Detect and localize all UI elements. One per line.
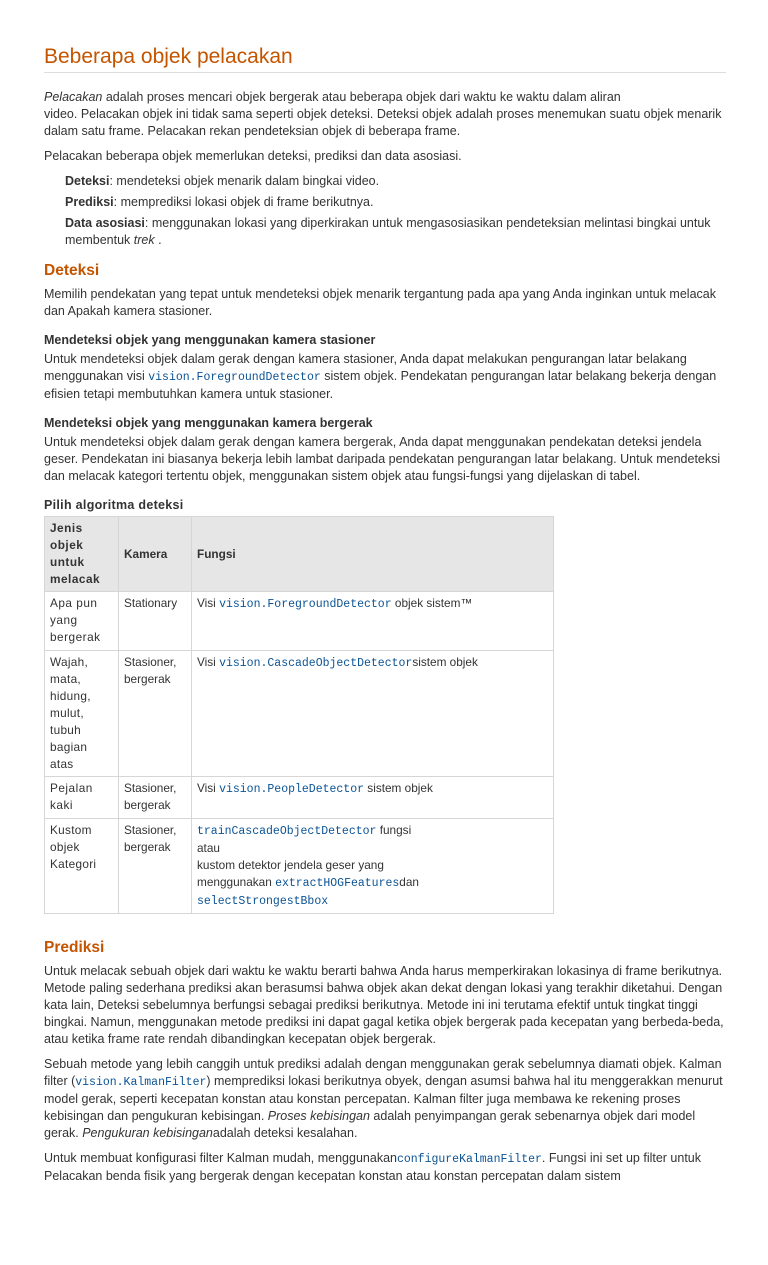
fungsi-suffix: sistem objek [412, 655, 478, 669]
cell-fungsi [192, 592, 554, 651]
table-row [45, 777, 554, 819]
list-text: : mendeteksi objek menarik dalam bingkai video. [109, 174, 380, 188]
list-text: : menggunakan lokasi yang diperkirakan untuk mengasosiasikan pendeteksian melintasi bingkai untuk membentuk [65, 216, 711, 247]
static-camera-paragraph [44, 351, 726, 403]
cell-kamera: Stationary [119, 592, 192, 651]
table-row [45, 651, 554, 777]
extract-hog-link[interactable]: extractHOGFeatures [275, 877, 400, 890]
page-title: Beberapa objek pelacakan [44, 44, 726, 73]
cascade-detector-link[interactable]: vision.CascadeObjectDetector [219, 657, 413, 670]
fungsi-prefix: Visi [197, 781, 220, 795]
cell-jenis: Apa pun yang bergerak [45, 592, 119, 651]
fungsi-text: kustom detektor jendela geser yang [197, 858, 384, 872]
table-header-row [45, 517, 554, 592]
fungsi-text: atau [197, 841, 220, 855]
table-row [45, 819, 554, 914]
detection-table [44, 516, 554, 914]
intro-paragraph-2: Pelacakan beberapa objek memerlukan deteksi, prediksi dan data asosiasi. [44, 149, 462, 163]
cell-fungsi [192, 819, 554, 914]
fungsi-text: dan [399, 875, 419, 889]
cell-fungsi [192, 651, 554, 777]
p2-text-a: Sebuah metode yang lebih canggih untuk prediksi adalah dengan menggunakan gerak sebelumnya diamati objek. Kalman filter ( [44, 1057, 722, 1088]
fungsi-text: menggunakan [197, 875, 276, 889]
p2-text-c: adalah penyimpangan gerak sebenarnya objek dari model gerak. [44, 1109, 696, 1140]
train-cascade-link[interactable]: trainCascadeObjectDetector [197, 825, 377, 838]
kalman-filter-link[interactable]: vision.KalmanFilter [75, 1076, 207, 1089]
list-item-data-asosiasi [65, 215, 726, 249]
cell-fungsi [192, 777, 554, 819]
intro-line1: adalah proses mencari objek bergerak atau beberapa objek dari waktu ke waktu dalam aliran [102, 90, 621, 104]
intro-list [65, 173, 726, 249]
intro-text: video. Pelacakan objek ini tidak sama seperti objek deteksi. Deteksi objek adalah proses menemukan suatu objek menarik dalam satu frame. Pelacakan rekan pendeteksian objek di beberapa frame. [44, 107, 722, 138]
configure-kalman-link[interactable]: configureKalmanFilter [396, 1153, 542, 1166]
list-item-deteksi [65, 173, 726, 190]
list-term: Prediksi [65, 195, 114, 209]
cell-jenis: Wajah, mata, hidung, mulut, tubuh bagian atas [45, 651, 119, 777]
p2-text-b: ) memprediksi lokasi berikutnya obyek, dengan asumsi bahwa hal itu menggerakkan menurut model gerak, seperti kecepatan konstan atau konstan percepatan. Kalman filter juga membawa ke rekening proses kebisingan dan pengukuran kebisingan. [44, 1074, 723, 1123]
foreground-detector-link[interactable]: vision.ForegroundDetector [148, 371, 321, 384]
cell-kamera: Stasioner, bergerak [119, 819, 192, 914]
list-term: Deteksi [65, 174, 110, 188]
p2-text-d: adalah deteksi kesalahan. [212, 1126, 358, 1140]
header-jenis: Jenis objek untuk melacak [45, 517, 119, 592]
p3-text-a: Untuk membuat konfigurasi filter Kalman mudah, menggunakan [44, 1151, 397, 1165]
p2-em-2: Pengukuran kebisingan [82, 1126, 213, 1140]
deteksi-paragraph: Memilih pendekatan yang tepat untuk mendeteksi objek menarik tergantung pada apa yang Anda inginkan untuk melacak dan Apakah kamera stasioner. [44, 287, 716, 318]
list-em: trek [133, 233, 155, 247]
fungsi-text: fungsi [376, 823, 412, 837]
fungsi-suffix: sistem objek [364, 781, 433, 795]
header-fungsi: Fungsi [192, 517, 554, 592]
static-text-a: Untuk mendeteksi objek dalam gerak dengan kamera stasioner, Anda dapat melakukan pengurangan latar belakang menggunakan visi [44, 352, 687, 383]
subheading-static-camera: Mendeteksi objek yang menggunakan kamera stasioner [44, 333, 376, 347]
select-strongest-link[interactable]: selectStrongestBbox [197, 895, 329, 908]
list-tail: . [154, 233, 162, 247]
intro-paragraph [44, 89, 726, 140]
fungsi-prefix: Visi [197, 596, 220, 610]
cell-jenis: Kustom objek Kategori [45, 819, 119, 914]
table-row [45, 592, 554, 651]
cell-kamera: Stasioner, bergerak [119, 651, 192, 777]
cell-kamera: Stasioner, bergerak [119, 777, 192, 819]
list-term: Data asosiasi [65, 216, 145, 230]
document-page [44, 44, 726, 1185]
section-heading-prediksi: Prediksi [44, 939, 105, 956]
section-heading-deteksi: Deteksi [44, 262, 100, 279]
static-text-b: sistem objek. Pendekatan pengurangan latar belakang bekerja dengan efisien tetapi membutuhkan kamera untuk stasioner. [44, 369, 717, 401]
fungsi-prefix: Visi [197, 655, 220, 669]
foreground-detector-link[interactable]: vision.ForegroundDetector [219, 598, 392, 611]
list-item-prediksi [65, 194, 726, 211]
prediksi-paragraph-2 [44, 1056, 726, 1142]
p2-em-1: Proses kebisingan [267, 1109, 370, 1123]
intro-term: Pelacakan [44, 90, 103, 104]
prediksi-paragraph-1: Untuk melacak sebuah objek dari waktu ke waktu berarti bahwa Anda harus memperkirakan lokasinya di frame berikutnya. Metode paling sederhana prediksi akan berasumsi bahwa objek akan dekat dengan lokasi yang terakhir diketahui. Dengan kata lain, Deteksi sebelumnya berfungsi sebagai prediksi berikutnya. Metode ini ini terutama efektif untuk tingkat tinggi bingkai. Namun, menggunakan metode prediksi ini dapat gagal ketika objek bergerak pada kecepatan yang berbeda-beda, atau ketika frame rate rendah dibandingkan kecepatan objek bergerak. [44, 964, 724, 1046]
people-detector-link[interactable]: vision.PeopleDetector [219, 783, 365, 796]
prediksi-paragraph-3 [44, 1150, 726, 1185]
subheading-moving-camera: Mendeteksi objek yang menggunakan kamera bergerak [44, 416, 373, 430]
p3-text-b: . Fungsi ini set up filter untuk Pelacakan benda fisik yang bergerak dengan kecepatan konstan atau konstan percepatan dalam sistem [44, 1151, 702, 1183]
list-text: : memprediksi lokasi objek di frame berikutnya. [113, 195, 374, 209]
fungsi-suffix: objek sistem™ [391, 596, 473, 610]
cell-jenis: Pejalan kaki [45, 777, 119, 819]
table-caption: Pilih algoritma deteksi [44, 498, 184, 512]
header-kamera: Kamera [119, 517, 192, 592]
moving-camera-paragraph: Untuk mendeteksi objek dalam gerak dengan kamera bergerak, Anda dapat menggunakan pendekatan deteksi jendela geser. Pendekatan ini biasanya bekerja lebih lambat daripada pendekatan pengurangan latar belakang. Untuk mendeteksi dan melacak kategori tertentu objek, menggunakan sistem objek atau fungsi-fungsi yang dijelaskan di tabel. [44, 435, 721, 483]
